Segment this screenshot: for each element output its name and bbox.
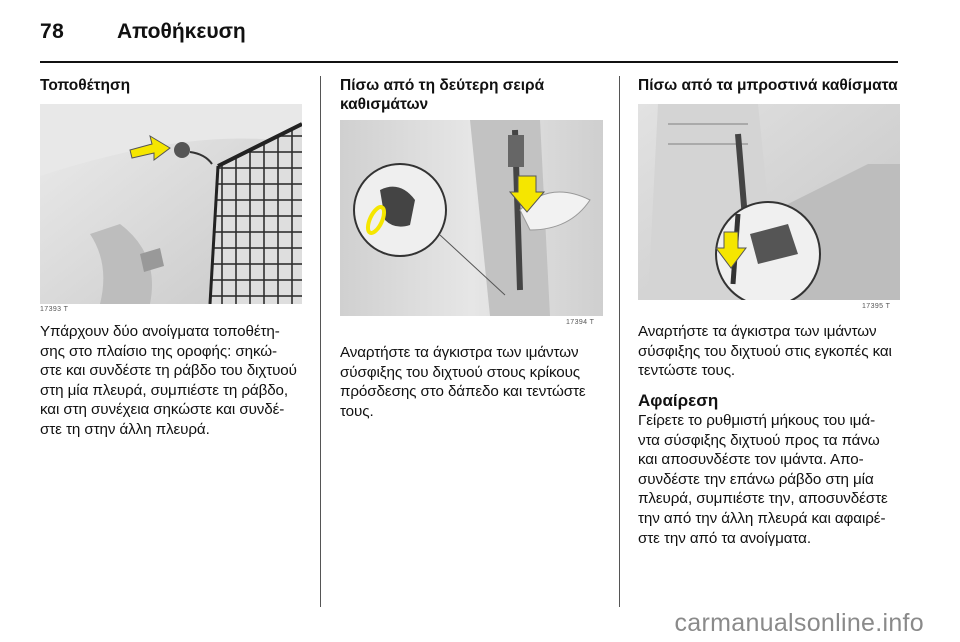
header-rule — [40, 61, 898, 63]
text-line: σύσφιξης του διχτυού στις εγκοπές και — [638, 342, 892, 360]
watermark: carmanualsonline.info — [674, 609, 924, 637]
front-seats-text — [638, 322, 910, 381]
text-line: τους. — [340, 402, 374, 420]
figure-code-2: 17394 T — [566, 319, 595, 326]
column-second-row — [340, 76, 610, 114]
text-line: τεντώστε τους. — [638, 362, 736, 380]
page-number: 78 — [40, 20, 65, 43]
text-line: συνδέστε την επάνω ράβδο στη μία — [638, 470, 874, 488]
installation-text — [40, 322, 315, 440]
text-line: Αναρτήστε τα άγκιστρα των ιμάντων — [638, 323, 877, 340]
text-line: ντα σύσφιξης διχτυού προς τα πάνω — [638, 431, 880, 449]
text-line: σύσφιξης του διχτυού στους κρίκους — [340, 363, 581, 381]
front-seats-illustration — [638, 104, 900, 300]
text-line: σης στο πλαίσιο της οροφής: σηκώ- — [40, 342, 278, 360]
section-heading-removal: Αφαίρεση — [638, 391, 719, 410]
text-line: και στη συνέχεια σηκώστε και συνδέ- — [40, 401, 285, 419]
column-divider-2 — [619, 76, 620, 607]
removal-section — [638, 390, 910, 548]
column-installation — [40, 76, 310, 95]
text-line: στε τη στην άλλη πλευρά. — [40, 420, 210, 438]
second-row-illustration — [340, 120, 603, 316]
text-line: Υπάρχουν δύο ανοίγματα τοποθέτη- — [40, 323, 280, 340]
second-row-text — [340, 343, 612, 421]
text-line: στε και συνδέστε τη ράβδο του διχτυού — [40, 362, 297, 380]
text-line: και αποσυνδέστε τον ιμάντα. Απο- — [638, 451, 864, 469]
text-line: Γείρετε το ρυθμιστή μήκους του ιμά- — [638, 412, 876, 429]
page-title: Αποθήκευση — [117, 20, 246, 43]
heading-line: Πίσω από τη δεύτερη σειρά — [340, 77, 545, 94]
text-line: πρόσδεσης στο δάπεδο και τεντώστε — [340, 383, 586, 401]
column-front-seats — [638, 76, 908, 95]
heading-line: καθισμάτων — [340, 96, 429, 113]
column-divider-1 — [320, 76, 321, 607]
text-line: στε την από τα ανοίγματα. — [638, 529, 811, 547]
section-heading-front-seats: Πίσω από τα μπροστινά καθίσματα — [638, 77, 898, 94]
text-line: πλευρά, συμπιέστε την, αποσυνδέστε — [638, 490, 888, 508]
text-line: στη μία πλευρά, συμπιέστε τη ράβδο, — [40, 381, 289, 399]
text-line: Αναρτήστε τα άγκιστρα των ιμάντων — [340, 344, 579, 361]
text-line: την από την άλλη πλευρά και αφαιρέ- — [638, 509, 886, 527]
figure-code-3: 17395 T — [862, 303, 891, 310]
section-heading-installation: Τοποθέτηση — [40, 77, 131, 94]
net-installation-illustration — [40, 104, 302, 304]
section-heading-second-row — [340, 76, 610, 114]
figure-code-1: 17393 T — [40, 306, 69, 313]
